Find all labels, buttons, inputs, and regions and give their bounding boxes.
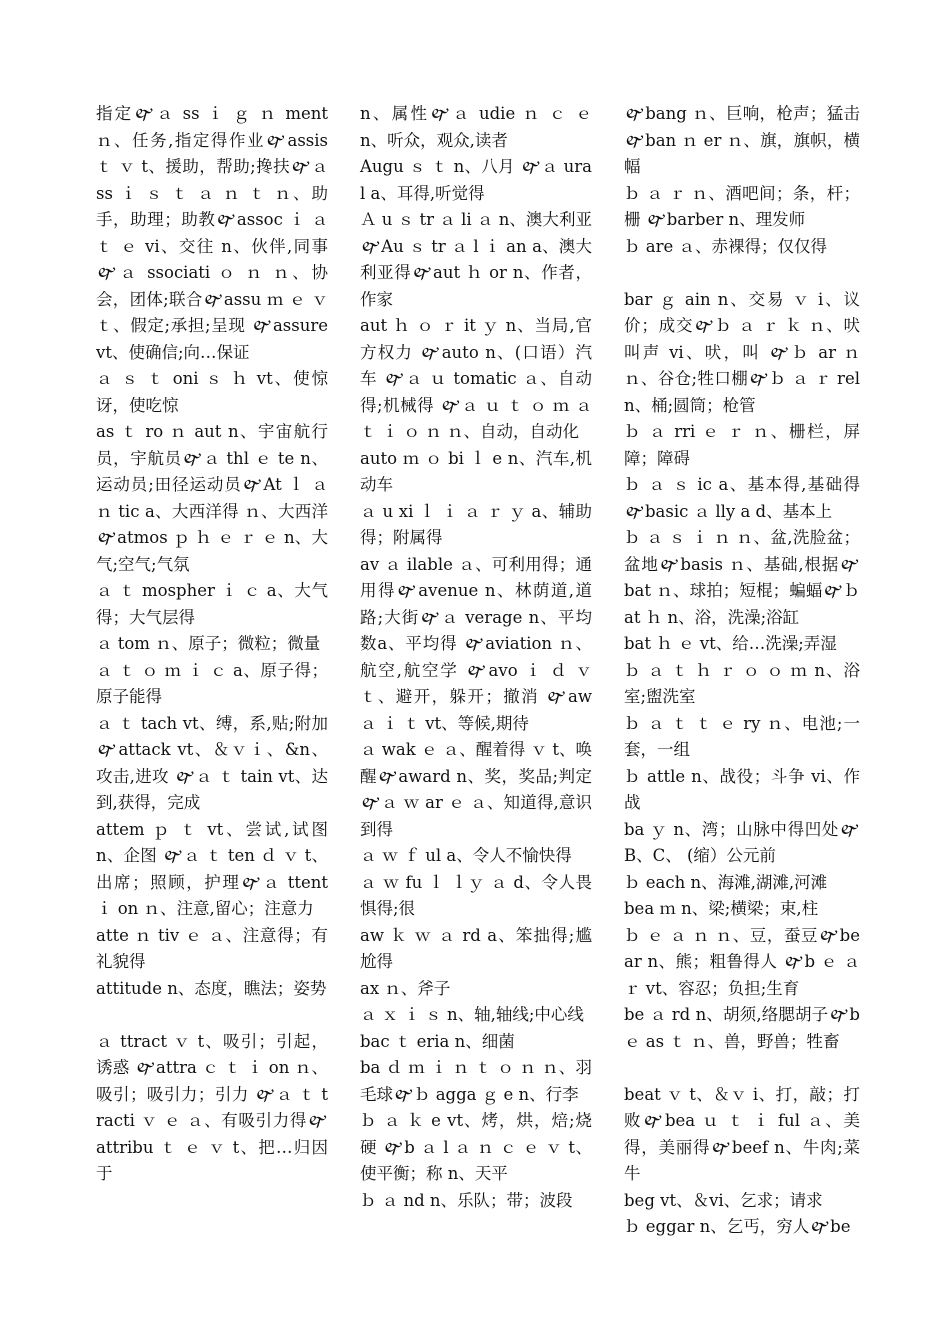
paragraph: ｂ ａ ｔ ｈ ｒ ｏ ｏ ｍ n、浴室;盥洗室: [624, 660, 860, 706]
blank-line: [624, 260, 860, 287]
paragraph: ａ ｗ ｆ ul a、令人不愉快得: [360, 846, 572, 865]
paragraph: be ａ rd n、胡须,络腮胡子🙰b ｅ as ｔ ｎ、兽，野兽；牲畜: [624, 1005, 860, 1051]
paragraph: ba ｙ n、湾；山脉中得凹处🙰B、C、 (缩）公元前: [624, 819, 860, 865]
paragraph: ｂ ａ nd n、乐队；带；波段: [360, 1190, 573, 1210]
paragraph: bar ｇ ain n、交易 ｖ i、议价；成交🙰ｂ ａ ｒ ｋ ｎ、吠叫声 vi、吠，叫 🙰ｂ ar ｎ ｎ、谷仓;牲口棚🙰ｂ ａ ｒ rel n、桶;圆筒；枪管: [624, 289, 860, 415]
paragraph: ａ ｗ fu ｌ ｌｙ ａ d、令人畏惧得;很: [360, 872, 592, 918]
paragraph: attitude n、态度，瞧法；姿势: [96, 978, 327, 998]
paragraph: ｂ ａ ｓ ic a、基本得,基础得🙰basic ａ lly a d、基本上: [624, 475, 860, 521]
paragraph: ｂ ａ ｔ ｔ ｅ ry ｎ、电池;一套，一组: [624, 713, 860, 759]
paragraph: ｂ ｅ ａ ｎ ｎ、豆，蚕豆🙰bear n、熊；粗鲁得人 🙰b ｅ ａ ｒ vt、容忍；负担;生育: [624, 925, 860, 998]
paragraph: attem ｐ ｔ vt、尝试,试图 n、企图 🙰ａ ｔ ten ｄ ｖ t、出席；照顾，护理🙰ａ ttent ｉ on ｎ、注意,留心；注意力: [96, 819, 328, 918]
paragraph: ax ｎ、斧子: [360, 978, 451, 998]
paragraph: Ａ u ｓ tr ａ li ａ n、澳大利亚🙰Au ｓ tr ａ l ｉ an a、澳大利亚得🙰aut ｈ or n、作者，作家: [360, 210, 592, 309]
text-column-1: [96, 101, 328, 1188]
paragraph: ａ ｔ tach vt、缚，系,贴;附加 🙰attack vt、＆ｖｉ、&n、攻击,进攻 🙰ａ ｔ tain vt、达到,获得，完成: [96, 713, 328, 812]
blank-line: [624, 1055, 860, 1082]
paragraph: ｂ ａ ｋ e vt、烤，烘，焙;烧硬 🙰b ａ l ａ ｎ ｃ ｅ ｖ t、使平衡；称 n、天平: [360, 1111, 592, 1183]
paragraph: beg vt、＆vi、乞求；请求: [624, 1190, 823, 1210]
paragraph: bat ｈ ｅ vt、给…洗澡;弄湿: [624, 634, 837, 653]
paragraph: ａ u xi ｌ ｉ ａ ｒ ｙ a、辅助得；附属得: [360, 501, 592, 547]
paragraph: n、属性🙰ａ udie ｎ ｃ ｅ n、听众，观众,读者: [360, 104, 592, 150]
paragraph: ｂ ａ ｒ ｎ、酒吧间；条，杆；栅 🙰barber n、理发师: [624, 183, 860, 229]
text-column-3: [624, 101, 860, 1241]
paragraph: ｂ attle n、战役；斗争 vi、作战: [624, 766, 860, 812]
blank-line: [96, 1002, 328, 1029]
paragraph: ａ tom ｎ、原子；微粒；微量: [96, 634, 321, 653]
paragraph: ａ ｔ ｏ ｍ ｉ ｃ a、原子得；原子能得: [96, 660, 328, 706]
paragraph: ｂ are ａ、赤裸得；仅仅得: [624, 236, 827, 256]
paragraph: Augu ｓ ｔ n、八月 🙰ａ ural a、耳得,听觉得: [360, 157, 592, 203]
paragraph: ａ ｔ mospher ｉ ｃ a、大气得；大气层得: [96, 581, 328, 627]
paragraph: bea ｍ n、梁;横梁；束,柱: [624, 899, 819, 918]
paragraph: ｂ ａ rri ｅ ｒ ｎ、栅栏，屏障；障碍: [624, 422, 860, 468]
paragraph: aut ｈ ｏ ｒ it ｙ n、当局,官方权力 🙰auto n、(口语）汽车 🙰ａ ｕ tomatic ａ、自动得;机械得 🙰ａ ｕ ｔ ｏ ｍ ａ ｔ ｉ ｏ ｎ ｎ、自动，自动化: [360, 316, 592, 441]
paragraph: ａ wak ｅ ａ、醒着得 ｖ t、唤醒🙰award n、奖，奖品;判定🙰ａ ｗ ar ｅ ａ、知道得,意识到得: [360, 740, 592, 839]
paragraph: ａ ttract ｖ t、吸引；引起，诱惑 🙰attra ｃ ｔ ｉ on ｎ、吸引；吸引力；引力 🙰ａ ｔ tracti ｖ ｅ ａ、有吸引力得🙰attribu ｔ ｅ ｖ t、把…归因于: [96, 1031, 328, 1183]
paragraph: auto ｍ ｏ bi ｌ e n、汽车,机动车: [360, 448, 592, 494]
paragraph: ｂ ａ ｓ ｉ ｎ ｎ、盆,洗脸盆；盆地🙰basis ｎ、基础,根据🙰bat ｎ、球拍；短棍；蝙蝠🙰ｂ at ｈ n、浴，洗澡;浴缸: [624, 528, 860, 627]
paragraph: ａ ｓ ｔ oni ｓ ｈ vt、使惊讶，使吃惊: [96, 369, 328, 415]
paragraph: ba ｄ ｍ ｉ ｎ ｔ ｏ ｎ ｎ、羽毛球🙰ｂ agga ｇ e n、行李: [360, 1058, 592, 1104]
paragraph: bac ｔ eria n、细菌: [360, 1031, 515, 1051]
paragraph: beat ｖ t、＆ｖ i、打，敲；打败🙰bea ｕ ｔ ｉ ful ａ、美得，美丽得🙰beef n、牛肉;菜牛: [624, 1084, 860, 1183]
paragraph: av ａ ilable ａ、可利用得；通用得🙰avenue n、林荫道,道路;大街🙰ａ verage n、平均数a、平均得 🙰aviation ｎ、航空,航空学 🙰avo ｉ ｄ ｖ ｔ、避开，躲开；撤消 🙰aw ａ ｉ ｔ vt、等候,期待: [360, 554, 592, 733]
paragraph: as ｔ ro ｎ aut n、宇宙航行员，宇航员🙰ａ thl ｅ te n、运动员;田径运动员🙰At ｌ ａ ｎ tic a、大西洋得 ｎ、大西洋🙰atmos ｐ ｈ ｅ ｒ ｅ n、大气;空气;气氛: [96, 422, 328, 574]
paragraph: ａ ｘ ｉ ｓ n、轴,轴线;中心线: [360, 1005, 584, 1024]
text-column-2: [360, 101, 592, 1214]
paragraph: ｂ eggar n、乞丐，穷人🙰be: [624, 1217, 851, 1236]
paragraph: ｂ each n、海滩,湖滩,河滩: [624, 872, 828, 892]
paragraph: 🙰bang ｎ、巨响，枪声；猛击🙰ban ｎ er ｎ、旗，旗帜，横幅: [624, 104, 860, 176]
paragraph: atte ｎ tiv ｅ ａ、注意得；有礼貌得: [96, 925, 328, 971]
paragraph: aw ｋ ｗ ａ rd a、笨拙得;尴尬得: [360, 925, 592, 971]
paragraph: 指定🙰ａ ss ｉ ｇ ｎ ment ｎ、任务,指定得作业🙰assis ｔ ｖ t、援助，帮助;搀扶🙰ａ ss ｉ ｓ ｔ ａ ｎ ｔ ｎ、助手，助理；助教🙰assoc ｉ ａ ｔ ｅ vi、交往 n、伙伴,同事🙰ａ ssociati ｏ ｎ ｎ、协会，团体;联合🙰assu ｍ ｅ ｖ ｔ、假定;承担;呈现 🙰assure vt、使确信;向…保证: [96, 104, 328, 362]
